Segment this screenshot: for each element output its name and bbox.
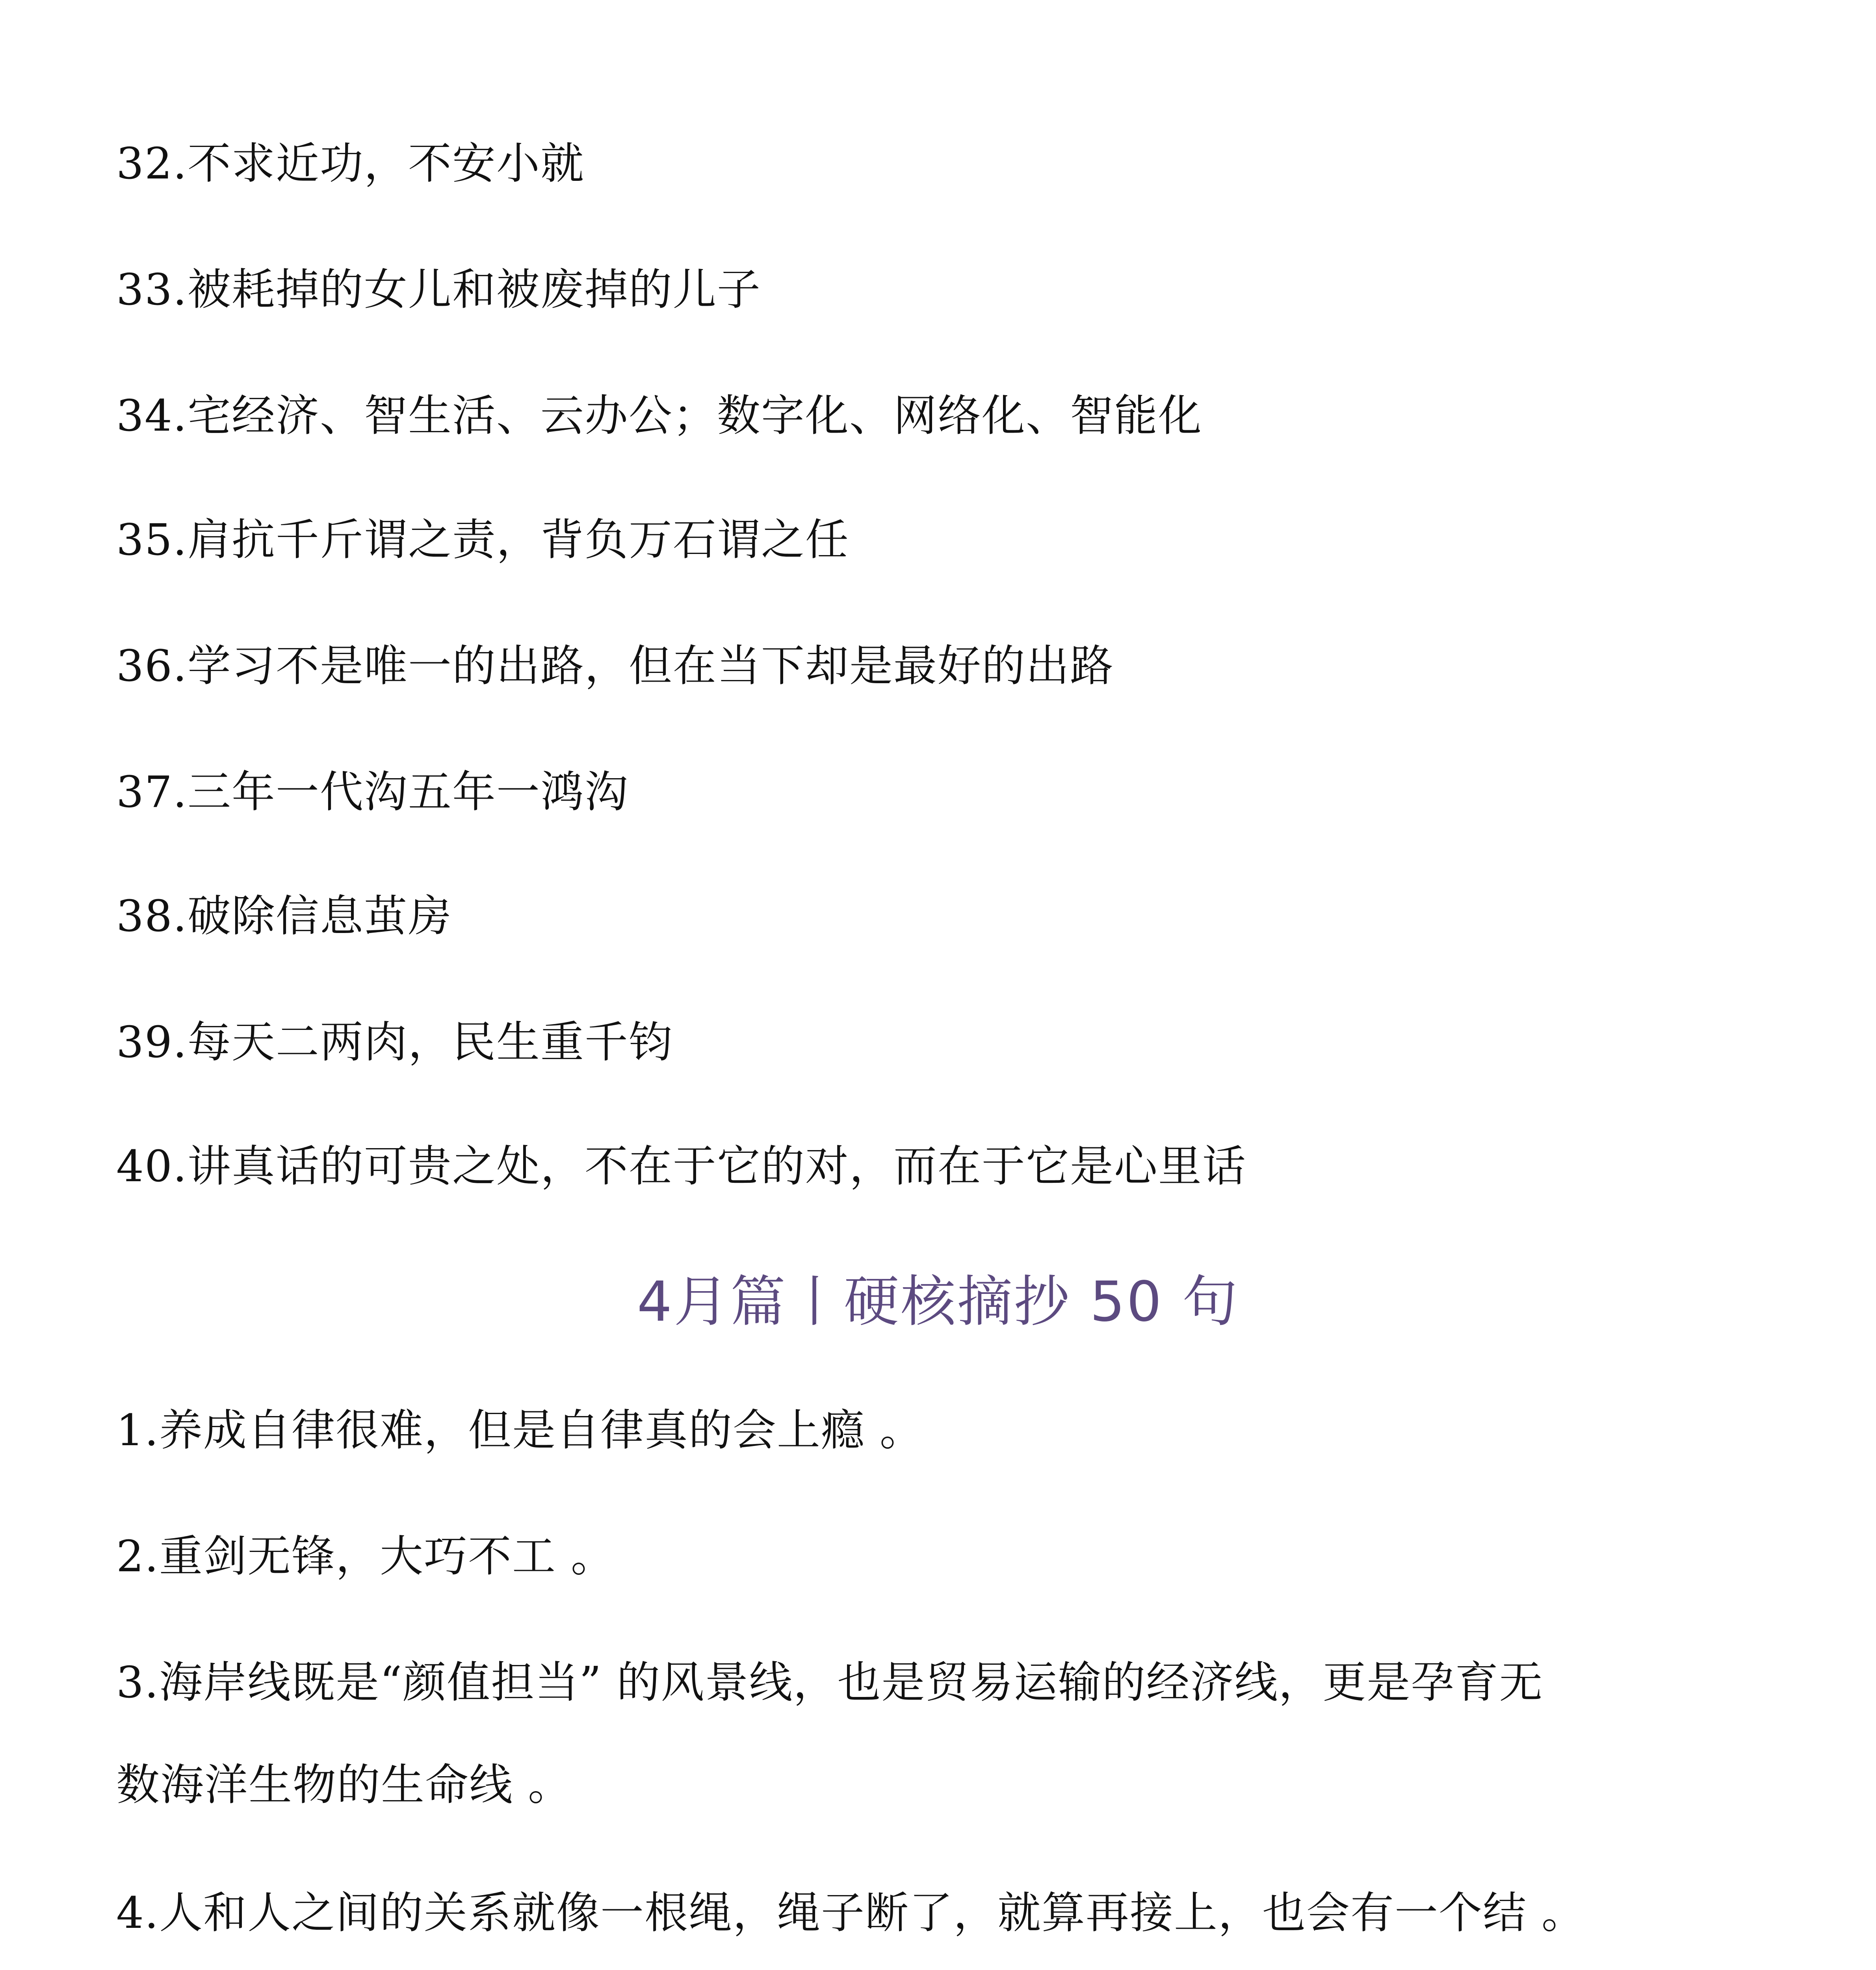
quote-line-2: 2.重剑无锋，大巧不工 。 (116, 1531, 615, 1582)
quote-line-35: 35.肩抗千斤谓之责，背负万石谓之任 (116, 515, 849, 565)
quote-line-39: 39.每天二两肉，民生重千钧 (116, 1017, 673, 1067)
quote-line-33: 33.被耗掉的女儿和被废掉的儿子 (116, 264, 761, 315)
quote-line-37: 37.三年一代沟五年一鸿沟 (116, 767, 629, 817)
quote-line-38: 38.破除信息茧房 (116, 891, 452, 941)
quote-line-3: 3.海岸线既是“颜值担当” 的风景线，也是贸易运输的经济线，更是孕育无 (116, 1657, 1544, 1708)
quote-line-40: 40.讲真话的可贵之处，不在于它的对，而在于它是心里话 (116, 1141, 1246, 1191)
quote-line-36: 36.学习不是唯一的出路，但在当下却是最好的出路 (116, 641, 1114, 691)
quote-line-4: 4.人和人之间的关系就像一根绳，绳子断了，就算再接上，也会有一个结 。 (116, 1888, 1586, 1938)
quote-line-1: 1.养成自律很难，但是自律真的会上瘾 。 (116, 1405, 924, 1455)
quote-line-3-continued: 数海洋生物的生命线 。 (116, 1760, 572, 1810)
quote-line-32: 32.不求近功，不安小就 (116, 138, 585, 189)
quote-line-34: 34.宅经济、智生活、云办公；数字化、网络化、智能化 (116, 390, 1202, 441)
section-heading: 4月篇丨硬核摘抄 50 句 (637, 1270, 1239, 1334)
